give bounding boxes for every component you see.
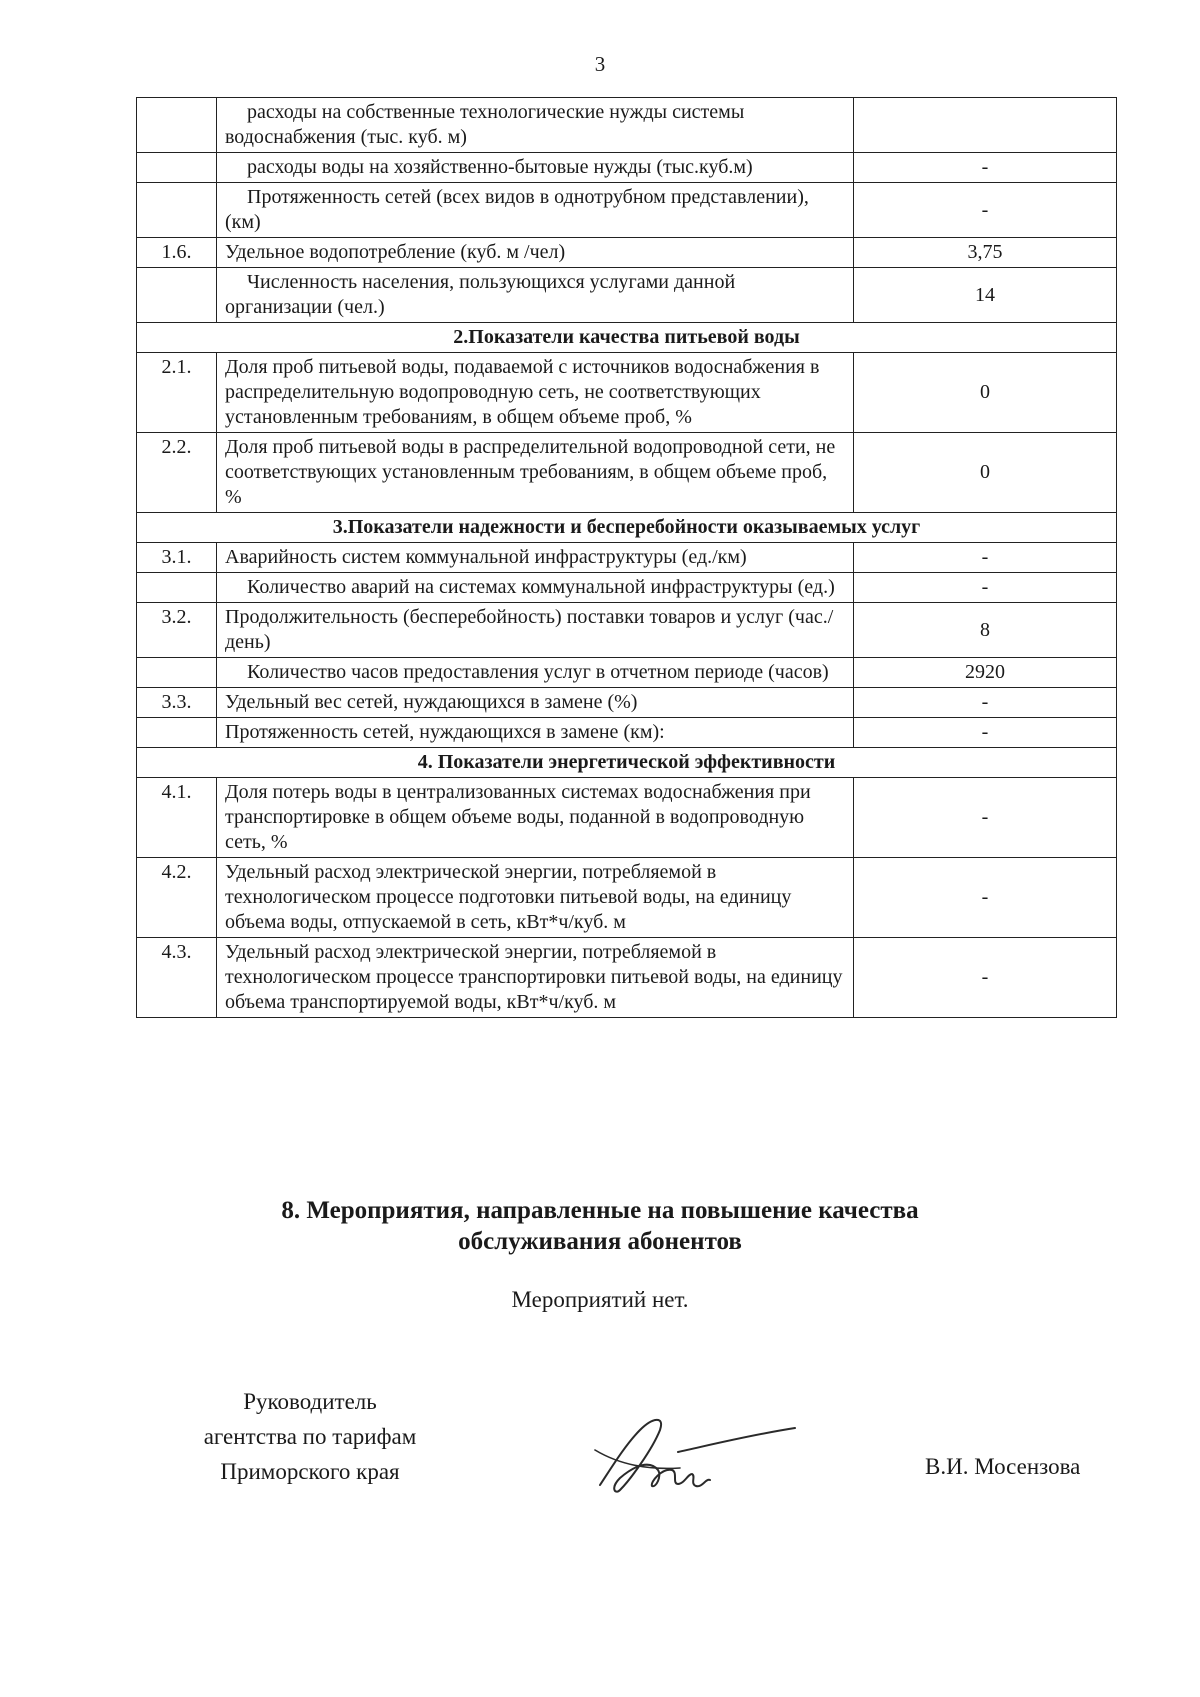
section-8-title-line-2: обслуживания абонентов xyxy=(458,1228,742,1255)
row-number: 2.2. xyxy=(137,433,217,513)
section-heading: 4. Показатели энергетической эффективности xyxy=(137,748,1117,778)
section-heading: 2.Показатели качества питьевой воды xyxy=(137,323,1117,353)
row-number: 2.1. xyxy=(137,353,217,433)
row-number: 4.1. xyxy=(137,778,217,858)
table-section-row xyxy=(137,323,1117,353)
indicators-table-body xyxy=(137,98,1117,1018)
table-row xyxy=(137,603,1117,658)
table-row xyxy=(137,353,1117,433)
table-row xyxy=(137,183,1117,238)
indicator-description: Аварийность систем коммунальной инфраструктуры (ед./км) xyxy=(217,543,854,573)
table-row xyxy=(137,658,1117,688)
section-8-title-line-1: 8. Мероприятия, направленные на повышение качества xyxy=(281,1197,919,1224)
indicator-value: - xyxy=(854,718,1117,748)
indicator-description: Удельное водопотребление (куб. м /чел) xyxy=(217,238,854,268)
row-number: 4.3. xyxy=(137,938,217,1018)
indicator-value: - xyxy=(854,183,1117,238)
section-8-title xyxy=(0,1195,1200,1257)
indicator-description: Протяженность сетей, нуждающихся в замене (км): xyxy=(217,718,854,748)
row-number: 3.2. xyxy=(137,603,217,658)
signer-name: В.И. Мосензова xyxy=(925,1454,1081,1479)
table-section-row xyxy=(137,513,1117,543)
row-number xyxy=(137,153,217,183)
table-row xyxy=(137,718,1117,748)
indicator-description: расходы на собственные технологические нужды системы водоснабжения (тыс. куб. м) xyxy=(217,98,854,153)
indicator-value: 3,75 xyxy=(854,238,1117,268)
table-row xyxy=(137,153,1117,183)
indicators-table xyxy=(136,97,1117,1018)
table-row xyxy=(137,688,1117,718)
table-row xyxy=(137,268,1117,323)
indicator-description: Количество аварий на системах коммунальной инфраструктуры (ед.) xyxy=(217,573,854,603)
indicator-description: Продолжительность (бесперебойность) поставки товаров и услуг (час./день) xyxy=(217,603,854,658)
indicator-description: Доля проб питьевой воды, подаваемой с источников водоснабжения в распределительную водопроводную сеть, не соответствующих установленным требованиям, в общем объеме проб, % xyxy=(217,353,854,433)
indicator-value: 2920 xyxy=(854,658,1117,688)
indicator-value: 8 xyxy=(854,603,1117,658)
indicator-description: Удельный расход электрической энергии, потребляемой в технологическом процессе транспортировки питьевой воды, на единицу объема транспортируемой воды, кВт*ч/куб. м xyxy=(217,938,854,1018)
table-row xyxy=(137,238,1117,268)
page-number: 3 xyxy=(594,52,606,76)
table-row xyxy=(137,573,1117,603)
indicator-description: расходы воды на хозяйственно-бытовые нужды (тыс.куб.м) xyxy=(217,153,854,183)
handwritten-signature-icon xyxy=(580,1390,810,1520)
indicator-value: 14 xyxy=(854,268,1117,323)
indicator-description: Количество часов предоставления услуг в отчетном периоде (часов) xyxy=(217,658,854,688)
row-number xyxy=(137,718,217,748)
indicator-value: - xyxy=(854,573,1117,603)
indicator-value: 0 xyxy=(854,353,1117,433)
section-heading: 3.Показатели надежности и бесперебойности оказываемых услуг xyxy=(137,513,1117,543)
indicator-description: Удельный вес сетей, нуждающихся в замене (%) xyxy=(217,688,854,718)
indicator-description: Численность населения, пользующихся услугами данной организации (чел.) xyxy=(217,268,854,323)
row-number: 3.3. xyxy=(137,688,217,718)
indicator-value: - xyxy=(854,778,1117,858)
section-8-text: Мероприятий нет. xyxy=(511,1287,689,1312)
signer-title xyxy=(160,1384,460,1489)
row-number xyxy=(137,98,217,153)
table-section-row xyxy=(137,748,1117,778)
indicator-value: - xyxy=(854,688,1117,718)
table-row xyxy=(137,858,1117,938)
indicator-description: Удельный расход электрической энергии, потребляемой в технологическом процессе подготовки питьевой воды, на единицу объема воды, отпускаемой в сеть, кВт*ч/куб. м xyxy=(217,858,854,938)
indicator-description: Доля проб питьевой воды в распределительной водопроводной сети, не соответствующих установленным требованиям, в общем объеме проб, % xyxy=(217,433,854,513)
table-row xyxy=(137,433,1117,513)
row-number: 3.1. xyxy=(137,543,217,573)
indicator-value: - xyxy=(854,858,1117,938)
row-number xyxy=(137,658,217,688)
indicator-description: Протяженность сетей (всех видов в однотрубном представлении), (км) xyxy=(217,183,854,238)
table-row xyxy=(137,778,1117,858)
signer-title-line-1: Руководитель xyxy=(243,1389,377,1414)
indicator-value xyxy=(854,98,1117,153)
indicator-value: - xyxy=(854,938,1117,1018)
table-row xyxy=(137,543,1117,573)
signer-title-line-3: Приморского края xyxy=(220,1459,400,1484)
indicator-description: Доля потерь воды в централизованных системах водоснабжения при транспортировке в общем объеме воды, поданной в водопроводную сеть, % xyxy=(217,778,854,858)
row-number xyxy=(137,183,217,238)
indicator-value: - xyxy=(854,543,1117,573)
row-number xyxy=(137,268,217,323)
table-row xyxy=(137,938,1117,1018)
row-number: 1.6. xyxy=(137,238,217,268)
table-row xyxy=(137,98,1117,153)
row-number xyxy=(137,573,217,603)
indicator-value: - xyxy=(854,153,1117,183)
indicator-value: 0 xyxy=(854,433,1117,513)
row-number: 4.2. xyxy=(137,858,217,938)
signer-title-line-2: агентства по тарифам xyxy=(203,1424,417,1449)
